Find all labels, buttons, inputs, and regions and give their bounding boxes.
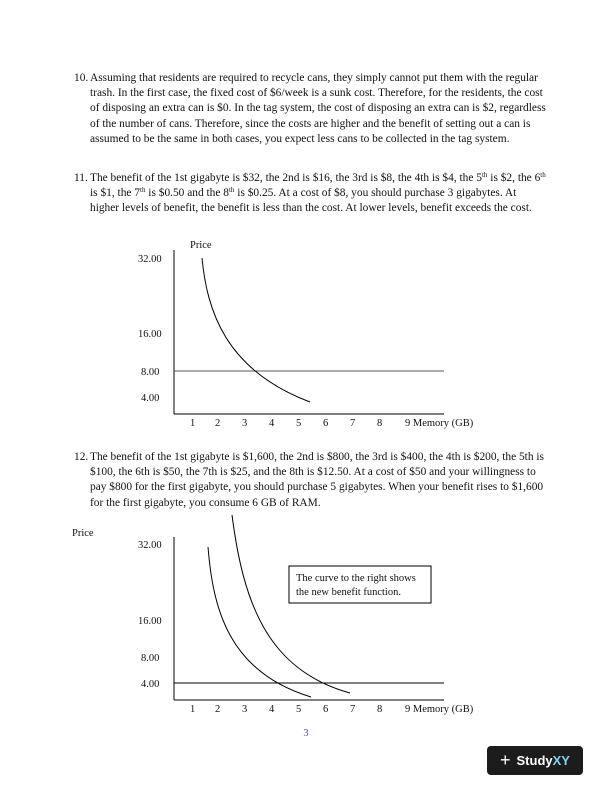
- chart1-x-tick: 3: [242, 418, 248, 429]
- page-number: 3: [303, 728, 309, 739]
- chart2-y-tick: 16.00: [138, 616, 162, 627]
- chart2-x-tick: 1: [190, 704, 196, 715]
- plus-icon: +: [500, 749, 511, 770]
- chart2-x-tick: 8: [377, 704, 383, 715]
- chart1-x-tick: 5: [296, 418, 302, 429]
- chart2-new-benefit-curve: [232, 515, 350, 693]
- chart2-x-tick: 7: [350, 704, 356, 715]
- brand-logo: StudyXY: [516, 753, 570, 768]
- chart1-y-tick: 32.00: [138, 254, 162, 265]
- chart1-x-tick: 4: [269, 418, 275, 429]
- chart2-y-tick: 32.00: [138, 540, 162, 551]
- studyxy-badge[interactable]: [487, 746, 583, 775]
- chart1-x-tick: 7: [350, 418, 356, 429]
- chart2-x-tick: 6: [323, 704, 329, 715]
- question-12-number: 12.: [74, 451, 89, 463]
- chart2-y-label: Price: [72, 528, 94, 539]
- chart2-x-tick: 2: [215, 704, 221, 715]
- chart2-y-tick: 8.00: [141, 653, 160, 664]
- chart2-note-line: the new benefit function.: [296, 587, 401, 598]
- chart2-x-label: 9 Memory (GB): [405, 704, 474, 715]
- question-10-text: Assuming that residents are required to recycle cans, they simply cannot put them with the regular trash. In the first case, the fixed cost of $6/week is a sunk cost. Therefore, for the residents, the cost of disposing an extra can is $0. In the tag system, the cost of disposing an extra can is $2, regardless of the number of cans. Therefore, since the costs are higher and the benefit of setting out a can is assumed to be the same in both cases, you expect less cans to be collected in the tag system.: [90, 72, 546, 145]
- chart1-y-tick: 4.00: [141, 393, 160, 404]
- chart1-x-tick: 8: [377, 418, 383, 429]
- chart2-note-line: The curve to the right shows: [296, 573, 416, 584]
- question-10-number: 10.: [74, 72, 89, 84]
- chart2-x-tick: 4: [269, 704, 275, 715]
- chart1-x-tick: 6: [323, 418, 329, 429]
- chart1-x-label: 9 Memory (GB): [405, 418, 474, 429]
- chart1-x-tick: 1: [190, 418, 196, 429]
- chart2-x-tick: 3: [242, 704, 248, 715]
- chart2-x-tick: 5: [296, 704, 302, 715]
- chart2-y-tick: 4.00: [141, 679, 160, 690]
- chart1-y-label: Price: [190, 240, 212, 251]
- chart1-y-tick: 8.00: [141, 367, 160, 378]
- question-11-number: 11.: [74, 172, 88, 184]
- chart1-y-tick: 16.00: [138, 329, 162, 340]
- question-11-text: The benefit of the 1st gigabyte is $32, the 2nd is $16, the 3rd is $8, the 4th is $4, the 5th is $2, the 6th is $1, the 7th is $0.50 and the 8th is $0.25. At a cost of $8, you should purchase 3 gigabytes. At higher levels of benefit, the benefit is less than the cost. At lower levels, benefit exceeds the cost.: [90, 171, 546, 215]
- question-12-text: The benefit of the 1st gigabyte is $1,600, the 2nd is $800, the 3rd is $400, the 4th is $200, the 5th is $100, the 6th is $50, the 7th is $25, and the 8th is $12.50. At a cost of $50 and your willingness to pay $800 for the first gigabyte, you should purchase 5 gigabytes. When your benefit rises to $1,600 for the first gigabyte, you consume 6 GB of RAM.: [90, 451, 544, 509]
- chart1-x-tick: 2: [215, 418, 221, 429]
